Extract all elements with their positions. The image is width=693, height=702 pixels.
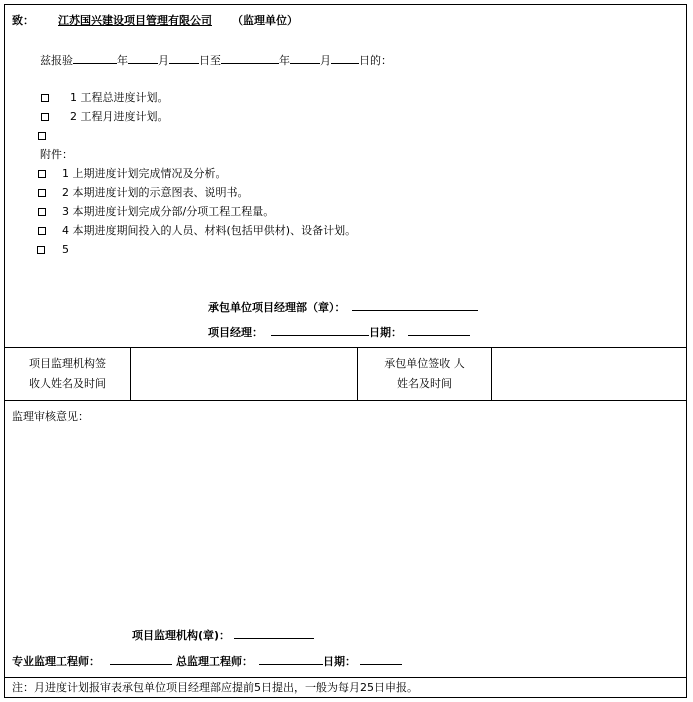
footnote: 注：月进度计划报审表承包单位项目经理部应提前5日提出，一般为每月25日申报。 [12,681,418,694]
contractor-dept-line [208,300,478,315]
addressee-line [12,14,298,28]
end-day-blank[interactable] [331,53,359,64]
report-period-line [40,53,392,68]
start-year-label: 年 [117,54,128,67]
supervisor-company: 江苏国兴建设项目管理有限公司 [58,14,212,27]
end-month-label: 月 [320,54,331,67]
contractor-receipt-line2: 姓名及时间 [397,377,452,390]
attachment-label-5: 5 [62,243,69,256]
review-date-label: 日期： [323,655,356,668]
specialist-engineer-label: 专业监理工程师： [12,655,100,668]
attachment-label-3: 3 本期进度计划完成分部/分项工程工程量。 [62,205,275,218]
engineers-line [12,654,402,669]
end-month-blank[interactable] [290,53,320,64]
to-label: 致： [12,14,34,27]
agency-seal-line [132,628,314,643]
supervision-receipt-field[interactable] [131,348,357,400]
contractor-receipt-field[interactable] [492,348,686,400]
project-manager-label: 项目经理： [208,326,263,339]
supervision-receipt-line2: 收人姓名及时间 [29,377,106,390]
plan-label-2: 2 工程月进度计划。 [70,110,169,123]
report-suffix: 日的： [359,54,392,67]
plan-checkbox-2[interactable] [41,113,49,121]
attachment-checkbox-3[interactable] [38,208,46,216]
end-year-label: 年 [279,54,290,67]
start-year-blank[interactable] [73,53,117,64]
supervision-receipt-header [5,354,130,394]
attachment-label-4: 4 本期进度期间投入的人员、材料(包括甲供材)、设备计划。 [62,224,357,237]
chief-engineer-blank[interactable] [259,654,323,665]
contractor-receipt-header [358,354,491,394]
divider-receipt-row [4,400,687,401]
attachment-checkbox-2[interactable] [38,189,46,197]
plan-checkbox-1[interactable] [41,94,49,102]
manager-date-label: 日期： [369,326,402,339]
plan-label-1: 1 工程总进度计划。 [70,91,169,104]
attachment-label-2: 2 本期进度计划的示意图表、说明书。 [62,186,249,199]
start-day-blank[interactable] [169,53,199,64]
review-comments-area[interactable] [6,428,684,618]
review-date-blank[interactable] [360,654,402,665]
attachment-checkbox-4[interactable] [38,227,46,235]
attachments-label: 附件： [40,148,73,161]
chief-engineer-label: 总监理工程师： [176,655,253,668]
attachment-checkbox-1[interactable] [38,170,46,178]
start-month-label: 月 [158,54,169,67]
contractor-receipt-line1: 承包单位签收 人 [384,357,465,370]
agency-seal-blank[interactable] [234,628,314,639]
project-manager-blank[interactable] [271,325,369,336]
report-prefix: 兹报验 [40,54,73,67]
plan-checkbox-3[interactable] [38,132,46,140]
start-month-blank[interactable] [128,53,158,64]
end-year-blank[interactable] [221,53,279,64]
start-day-label: 日至 [199,54,221,67]
supervisor-unit-suffix: （监理单位） [232,14,298,27]
specialist-engineer-blank[interactable] [110,654,172,665]
attachment-label-1: 1 上期进度计划完成情况及分析。 [62,167,227,180]
review-label: 监理审核意见： [12,410,89,423]
agency-seal-label: 项目监理机构(章)： [132,629,231,642]
contractor-dept-label: 承包单位项目经理部（章）： [208,301,346,314]
manager-date-blank[interactable] [408,325,470,336]
contractor-dept-seal-blank[interactable] [352,300,478,311]
project-manager-line [208,325,470,340]
attachment-checkbox-5[interactable] [37,246,45,254]
divider-note [4,677,687,678]
supervision-receipt-line1: 项目监理机构签 [29,357,106,370]
